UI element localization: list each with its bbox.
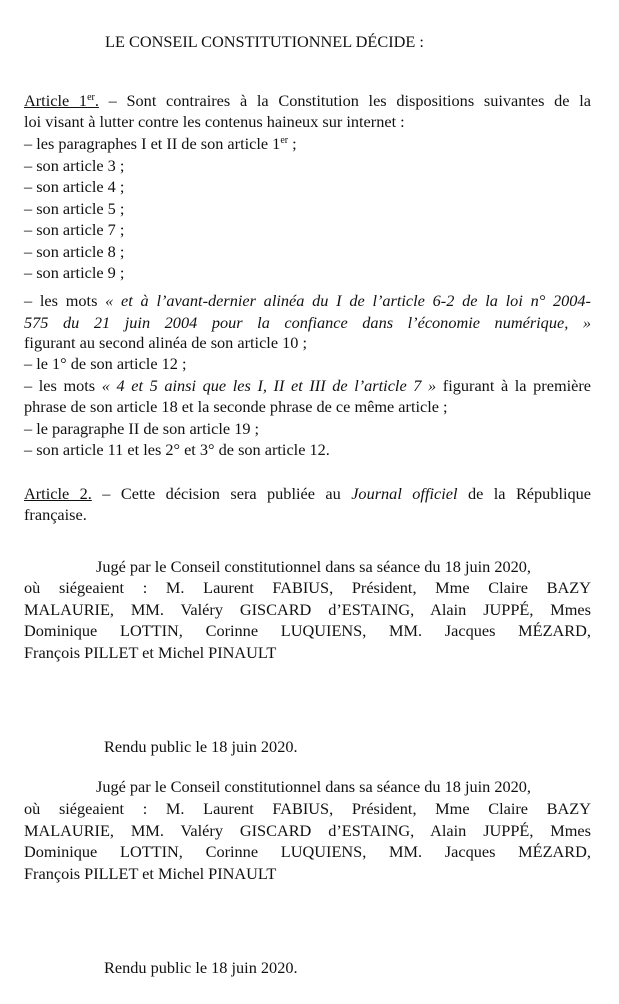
article-1-item-mots-2-line-2: phrase de son article 18 et la seconde phrase de ce même article ; bbox=[24, 397, 448, 416]
judged-line-2: où siégeaient : M. Laurent FABIUS, Président, Mme Claire BAZY bbox=[24, 799, 591, 818]
article-1-label: Article 1er. bbox=[24, 91, 99, 110]
article-1-intro-line-1: Article 1er. – Sont contraires à la Constitution les dispositions suivantes de la bbox=[24, 91, 591, 110]
article-1-item: – son article 7 ; bbox=[24, 220, 125, 239]
article-2-label: Article 2. bbox=[24, 484, 92, 503]
judged-line-4: Dominique LOTTIN, Corinne LUQUIENS, MM. Jacques MÉZARD, bbox=[24, 842, 591, 861]
article-1-item-mots-line-2: 575 du 21 juin 2004 pour la confiance dans l’économie numérique, » bbox=[24, 313, 591, 332]
article-1-item: – son article 3 ; bbox=[24, 156, 125, 175]
judged-line-1-clipped-wrap bbox=[0, 772, 619, 796]
article-2-line-1: Article 2. – Cette décision sera publiée au Journal officiel de la République bbox=[24, 484, 592, 503]
judged-line-5: François PILLET et Michel PINAULT bbox=[24, 643, 277, 662]
article-2-line-2: française. bbox=[24, 505, 87, 524]
article-1-item: – son article 8 ; bbox=[24, 242, 125, 261]
article-1-item-mots-line-1: – les mots « et à l’avant-dernier alinéa du I de l’article 6-2 de la loi n° 2004- bbox=[24, 291, 591, 310]
judged-line-3: MALAURIE, MM. Valéry GISCARD d’ESTAING, Alain JUPPÉ, Mmes bbox=[24, 821, 591, 840]
article-1-item-article-12: – le 1° de son article 12 ; bbox=[24, 354, 187, 373]
decision-heading: LE CONSEIL CONSTITUTIONNEL DÉCIDE : bbox=[105, 32, 424, 51]
judged-line-3: MALAURIE, MM. Valéry GISCARD d’ESTAING, Alain JUPPÉ, Mmes bbox=[24, 600, 591, 619]
article-1-intro-line-2: loi visant à lutter contre les contenus haineux sur internet : bbox=[24, 112, 405, 131]
article-1-item-mots-line-3: figurant au second alinéa de son article 10 ; bbox=[24, 333, 308, 352]
article-1-item: – son article 4 ; bbox=[24, 177, 125, 196]
judged-line-1: Jugé par le Conseil constitutionnel dans sa séance du 18 juin 2020, bbox=[96, 557, 531, 576]
judged-line-1: Jugé par le Conseil constitutionnel dans sa séance du 18 juin 2020, bbox=[96, 777, 531, 796]
article-1-item-article-1: – les paragraphes I et II de son article 1er ; bbox=[24, 134, 297, 153]
article-1-item: – son article 9 ; bbox=[24, 263, 125, 282]
judged-line-4: Dominique LOTTIN, Corinne LUQUIENS, MM. Jacques MÉZARD, bbox=[24, 621, 591, 640]
article-1-item-article-19: – le paragraphe II de son article 19 ; bbox=[24, 419, 260, 438]
article-1-item-article-11: – son article 11 et les 2° et 3° de son article 12. bbox=[24, 440, 330, 459]
rendu-public: Rendu public le 18 juin 2020. bbox=[104, 958, 298, 977]
judged-line-5: François PILLET et Michel PINAULT bbox=[24, 864, 277, 883]
article-1-item-mots-2-line-1: – les mots « 4 et 5 ainsi que les I, II et III de l’article 7 » figurant à la première bbox=[24, 376, 592, 395]
article-1-item: – son article 5 ; bbox=[24, 199, 125, 218]
judged-line-2: où siégeaient : M. Laurent FABIUS, Président, Mme Claire BAZY bbox=[24, 578, 591, 597]
rendu-public: Rendu public le 18 juin 2020. bbox=[104, 737, 298, 756]
